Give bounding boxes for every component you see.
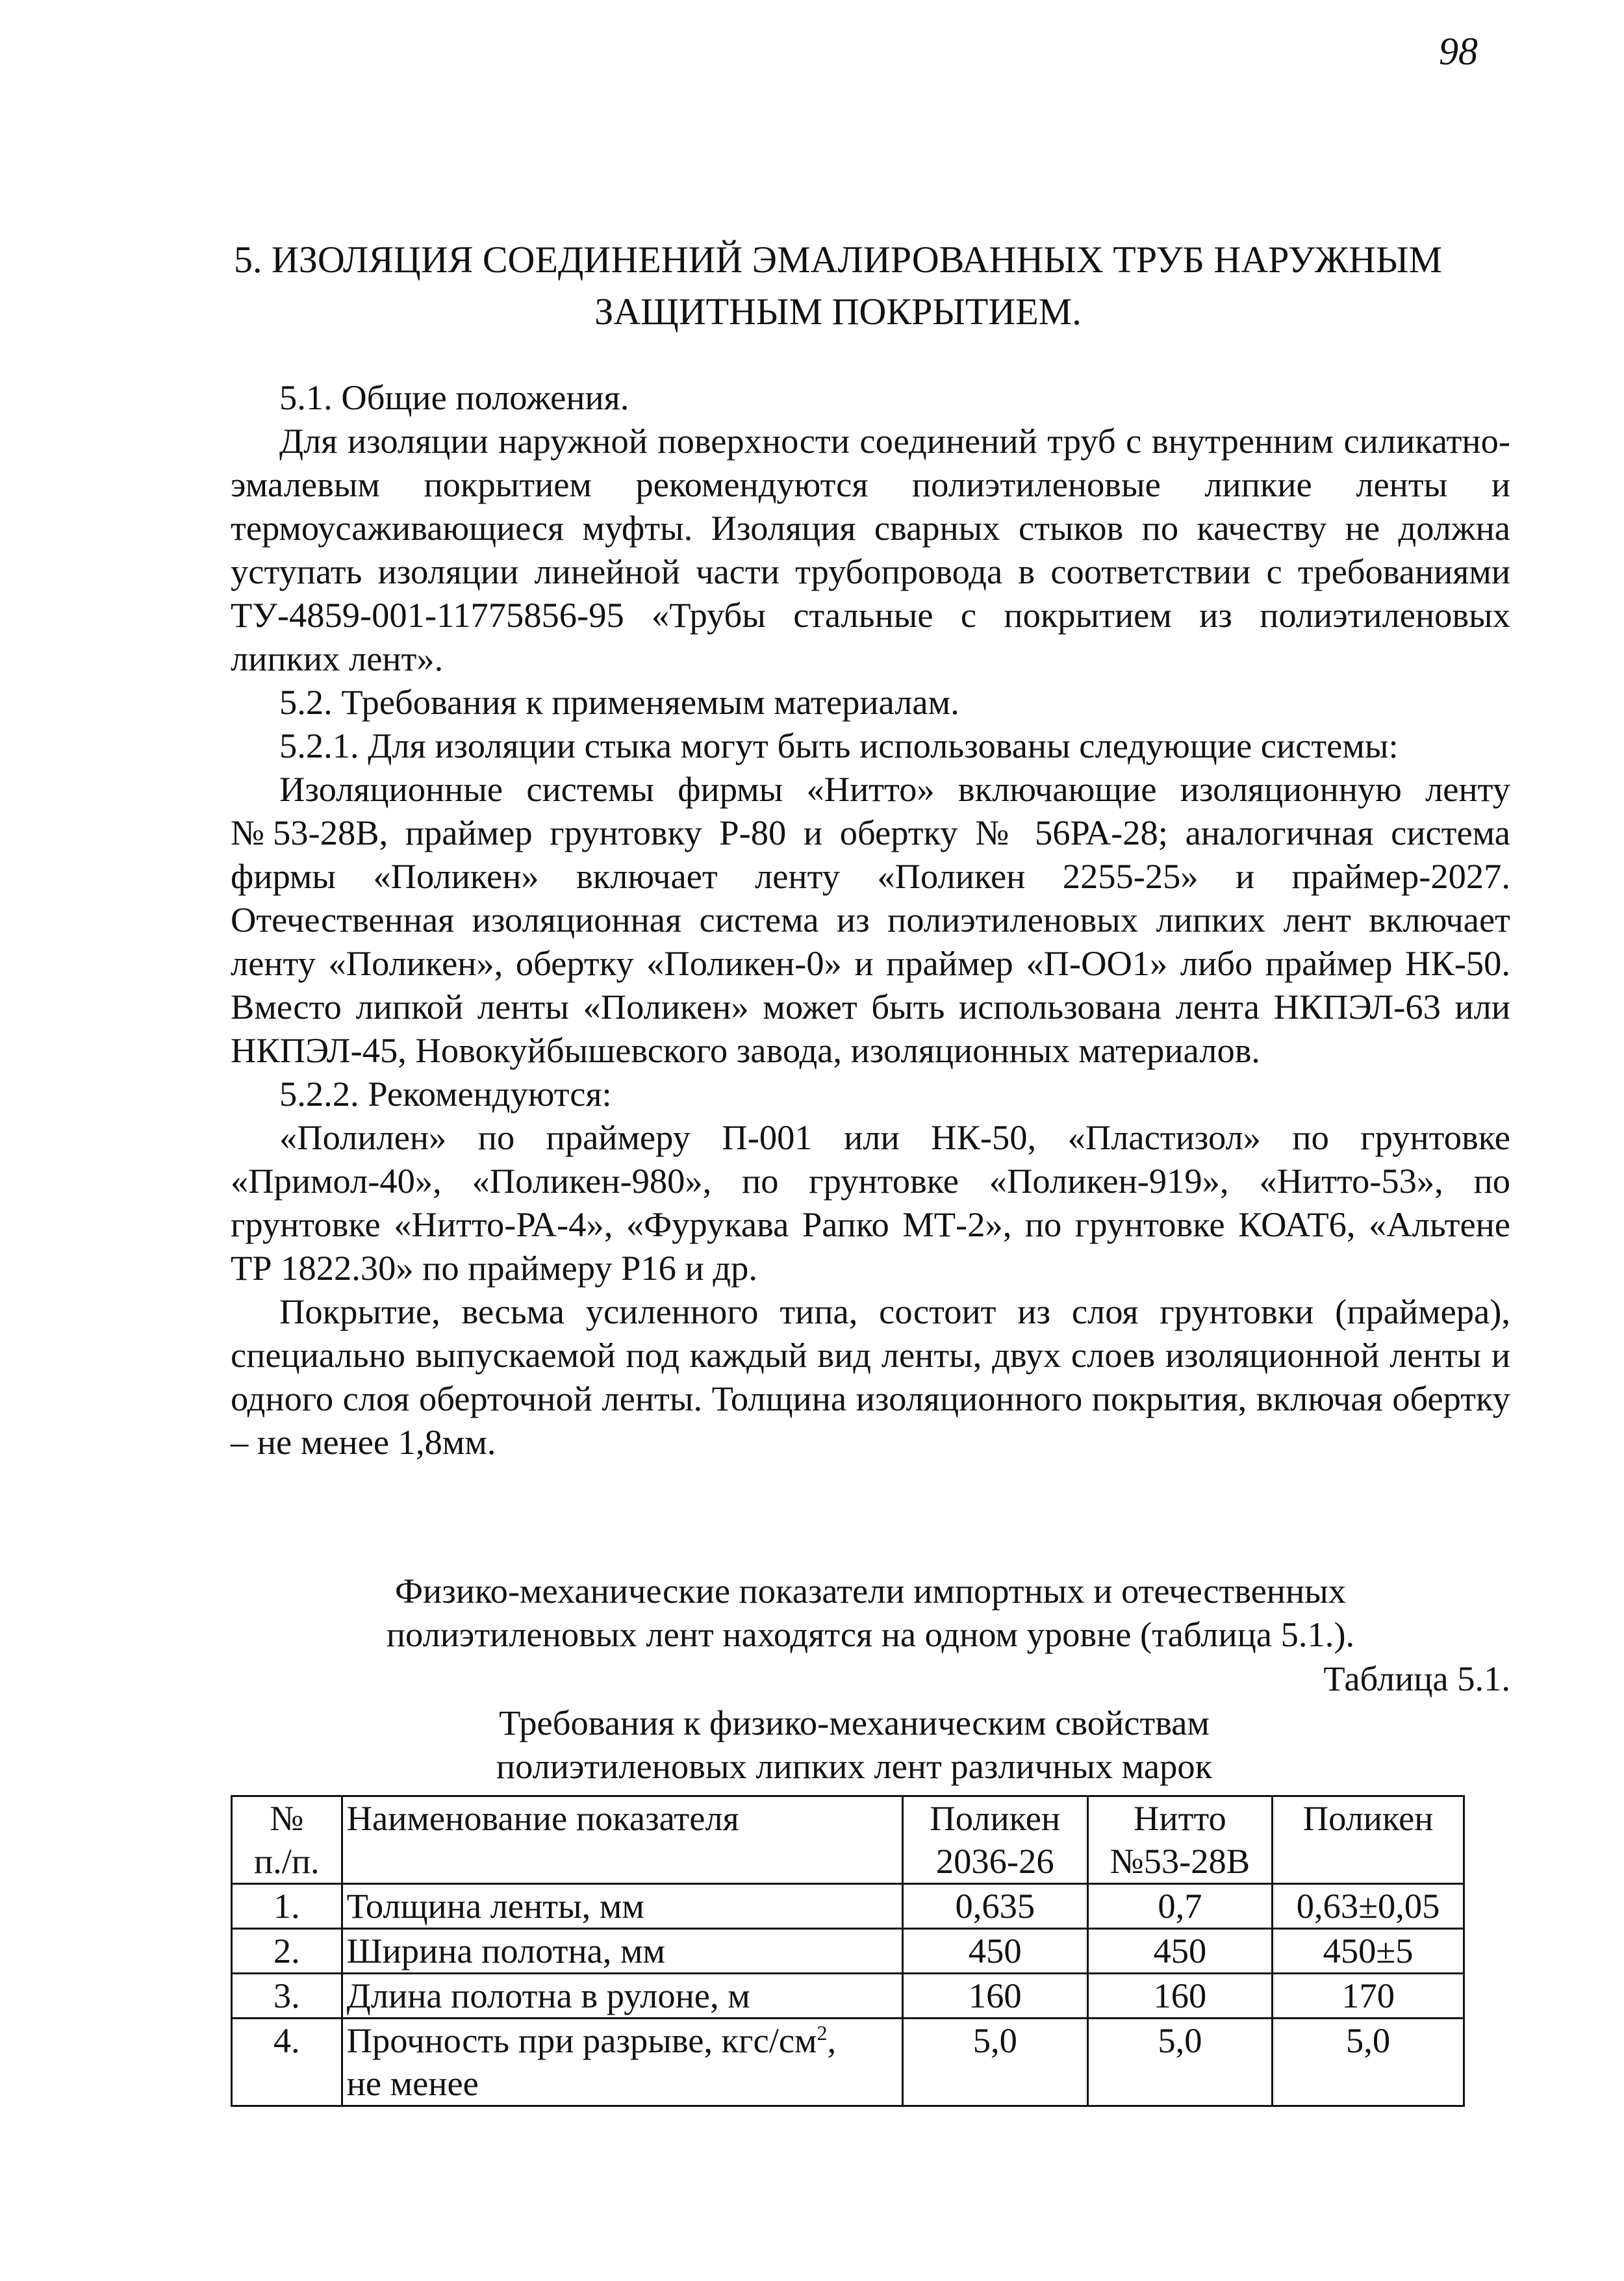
body-text [231,376,1510,1464]
subsection-5-2-title: 5.2. Требования к применяемым материалам. [279,682,959,722]
row-value-3: 450±5 [1273,1929,1464,1974]
caption-line-2: полиэтиленовых липких лент различных марок [496,1746,1213,1786]
subsection-5-2-1-title: 5.2.1. Для изоляции стыка могут быть использованы следующие системы: [279,726,1399,765]
row-name: Ширина полотна, мм [342,1929,902,1974]
row-value-3: 5,0 [1273,2019,1464,2106]
paragraph-5-2-1: Изоляционные системы фирмы «Нитто» включающие изоляционную ленту №53-28В, праймер грунтовку Р-80 и обертку № 56РА-28; аналогичная система фирмы «Поликен» включает ленту «Поликен 2255-25» и праймер-2027. Отечественная изоляционная система из полиэтиленовых липких лент включает ленту «Поликен», обертку «Поликен-0» и праймер «П-ОО1» либо праймер НК-50. Вместо липкой ленты «Поликен» может быть использована лента НКПЭЛ-63 или НКПЭЛ-45, Новокуйбышевского завода, изоляционных материалов. [231,769,1510,1070]
header-col-2: Нитто №53-28В [1087,1796,1273,1884]
page-number: 98 [1439,30,1478,73]
table-row [232,1884,1464,1929]
row-value-2: 160 [1087,1974,1273,2019]
row-value-3: 170 [1273,1974,1464,2019]
subsection-5-2-2-title: 5.2.2. Рекомендуются: [279,1074,612,1114]
caption-line-1: Требования к физико-механическим свойствам [499,1703,1210,1742]
row-num: 4. [232,2019,342,2106]
row-value-1: 160 [902,1974,1087,2019]
row-value-1: 0,635 [902,1884,1087,1929]
row-value-2: 0,7 [1087,1884,1273,1929]
paragraph-5-2-2: «Полилен» по праймеру П-001 или НК-50, «Пластизол» по грунтовке «Примол-40», «Поликен-980», по грунтовке «Поликен-919», «Нитто-53», по грунтовке «Нитто-РА-4», «Фурукава Рапко МТ-2», по грунтовке КОАТ6, «Альтене ТР 1822.30» по праймеру Р16 и др. [231,1117,1510,1288]
properties-table [231,1795,1465,2107]
row-name: Длина полотна в рулоне, м [342,1974,902,2019]
row-name: Прочность при разрыве, кгс/$см^2$, не менее [342,2019,902,2106]
row-num: 1. [232,1884,342,1929]
row-value-1: 5,0 [902,2019,1087,2106]
table-caption [214,1701,1494,1788]
section-heading [162,234,1514,338]
indicators-line-1: Физико-механические показатели импортных и отечественных [394,1571,1347,1611]
row-name: Толщина ленты, мм [342,1884,902,1929]
header-num: № п./п. [232,1796,342,1884]
header-col-3: Поликен [1273,1796,1464,1884]
heading-line-2: ЗАЩИТНЫМ ПОКРЫТИЕМ. [594,290,1082,333]
row-num: 3. [232,1974,342,2019]
indicators-line-2: полиэтиленовых лент находятся на одном уровне (таблица 5.1.). [386,1614,1355,1654]
row-value-1: 450 [902,1929,1087,1974]
paragraph-5-1: Для изоляции наружной поверхности соединений труб с внутренним силикатно-эмалевым покрытием рекомендуются полиэтиленовые липкие ленты и термоусаживающиеся муфты. Изоляция сварных стыков по качеству не должна уступать изоляции линейной части трубопровода в соответствии с требованиями ТУ-4859-001-11775856-95 «Трубы стальные с покрытием из полиэтиленовых липких лент». [231,421,1510,678]
row-value-2: 5,0 [1087,2019,1273,2106]
table-row [232,2019,1464,2106]
table-row [232,1974,1464,2019]
table-header-row [232,1796,1464,1884]
subsection-5-1-title: 5.1. Общие положения. [279,377,629,417]
table-label: Таблица 5.1. [1323,1659,1510,1698]
row-value-3: 0,63±0,05 [1273,1884,1464,1929]
row-value-2: 450 [1087,1929,1273,1974]
table-row [232,1929,1464,1974]
header-col-1: Поликен 2036-26 [902,1796,1087,1884]
paragraph-coating: Покрытие, весьма усиленного типа, состоит из слоя грунтовки (праймера), специально выпускаемой под каждый вид ленты, двух слоев изоляционной ленты и одного слоя оберточной ленты. Толщина изоляционного покрытия, включая обертку – не менее 1,8мм. [231,1292,1510,1462]
paragraph-indicators [231,1569,1510,1656]
row-num: 2. [232,1929,342,1974]
heading-line-1: 5. ИЗОЛЯЦИЯ СОЕДИНЕНИЙ ЭМАЛИРОВАННЫХ ТРУБ НАРУЖНЫМ [233,238,1443,281]
header-name: Наименование показателя [342,1796,902,1884]
